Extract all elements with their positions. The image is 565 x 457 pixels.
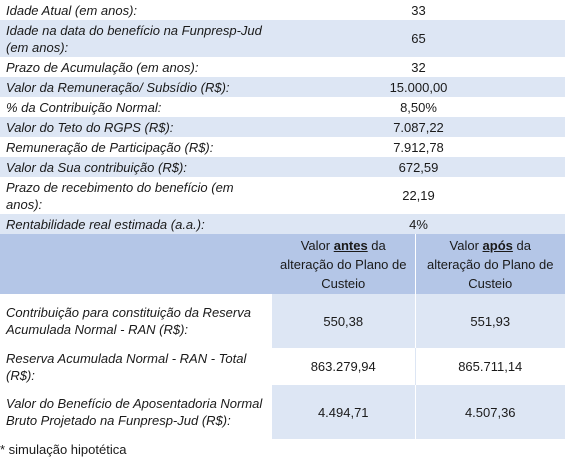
row-ran-total: [0, 348, 565, 385]
projected-benefit-label: Valor do Benefício de Aposentadoria Normal Bruto Projetado na Funpresp-Jud (R$):: [0, 385, 272, 439]
row-accumulation-period: [0, 57, 565, 77]
benefit-age-value: 65: [272, 20, 565, 57]
header-before-keyword: antes: [333, 237, 368, 253]
your-contribution-value: 672,59: [272, 157, 565, 177]
comparison-header-row: [0, 234, 565, 294]
current-age-value: 33: [272, 0, 565, 20]
ran-contribution-before: 550,38: [272, 294, 415, 348]
row-ran-contribution: [0, 294, 565, 348]
row-participation-pay: [0, 137, 565, 157]
row-contribution-rate: [0, 97, 565, 117]
ran-total-after: 865.711,14: [415, 348, 565, 385]
ran-total-before: 863.279,94: [272, 348, 415, 385]
real-return-label: Rentabilidade real estimada (a.a.):: [0, 214, 272, 234]
row-rgps-ceiling: [0, 117, 565, 137]
participation-pay-value: 7.912,78: [272, 137, 565, 157]
ran-contribution-label: Contribuição para constituição da Reserva Acumulada Normal - RAN (R$):: [0, 294, 272, 348]
accumulation-period-label: Prazo de Acumulação (em anos):: [0, 57, 272, 77]
projected-benefit-after: 4.507,36: [415, 385, 565, 439]
row-projected-benefit: [0, 385, 565, 439]
header-after-suffix: da alteração do Plano de Custeio: [427, 237, 554, 291]
row-your-contribution: [0, 157, 565, 177]
header-before: [272, 234, 415, 294]
participation-pay-label: Remuneração de Participação (R$):: [0, 137, 272, 157]
benefit-age-label: Idade na data do benefício na Funpresp-Jud (em anos):: [0, 20, 272, 57]
ran-contribution-after: 551,93: [415, 294, 565, 348]
rgps-ceiling-label: Valor do Teto do RGPS (R$):: [0, 117, 272, 137]
header-after: [415, 234, 565, 294]
header-after-prefix: Valor: [449, 237, 483, 253]
header-before-suffix: da alteração do Plano de Custeio: [280, 237, 407, 291]
salary-label: Valor da Remuneração/ Subsídio (R$):: [0, 77, 272, 97]
benefit-period-label: Prazo de recebimento do benefício (em anos):: [0, 177, 272, 214]
real-return-value: 4%: [272, 214, 565, 234]
row-salary: [0, 77, 565, 97]
your-contribution-label: Valor da Sua contribuição (R$):: [0, 157, 272, 177]
row-real-return: [0, 214, 565, 234]
row-benefit-age: [0, 20, 565, 57]
rgps-ceiling-value: 7.087,22: [272, 117, 565, 137]
footnote: * simulação hipotética: [0, 442, 127, 457]
salary-value: 15.000,00: [272, 77, 565, 97]
contribution-rate-value: 8,50%: [272, 97, 565, 117]
benefit-period-value: 22,19: [272, 177, 565, 214]
contribution-rate-label: % da Contribuição Normal:: [0, 97, 272, 117]
ran-total-label: Reserva Acumulada Normal - RAN - Total (R$):: [0, 348, 272, 385]
row-current-age: [0, 0, 565, 20]
accumulation-period-value: 32: [272, 57, 565, 77]
header-after-keyword: após: [482, 237, 513, 253]
row-benefit-period: [0, 177, 565, 214]
header-blank-cell: [0, 234, 272, 294]
current-age-label: Idade Atual (em anos):: [0, 0, 272, 20]
projected-benefit-before: 4.494,71: [272, 385, 415, 439]
header-before-prefix: Valor: [300, 237, 334, 253]
